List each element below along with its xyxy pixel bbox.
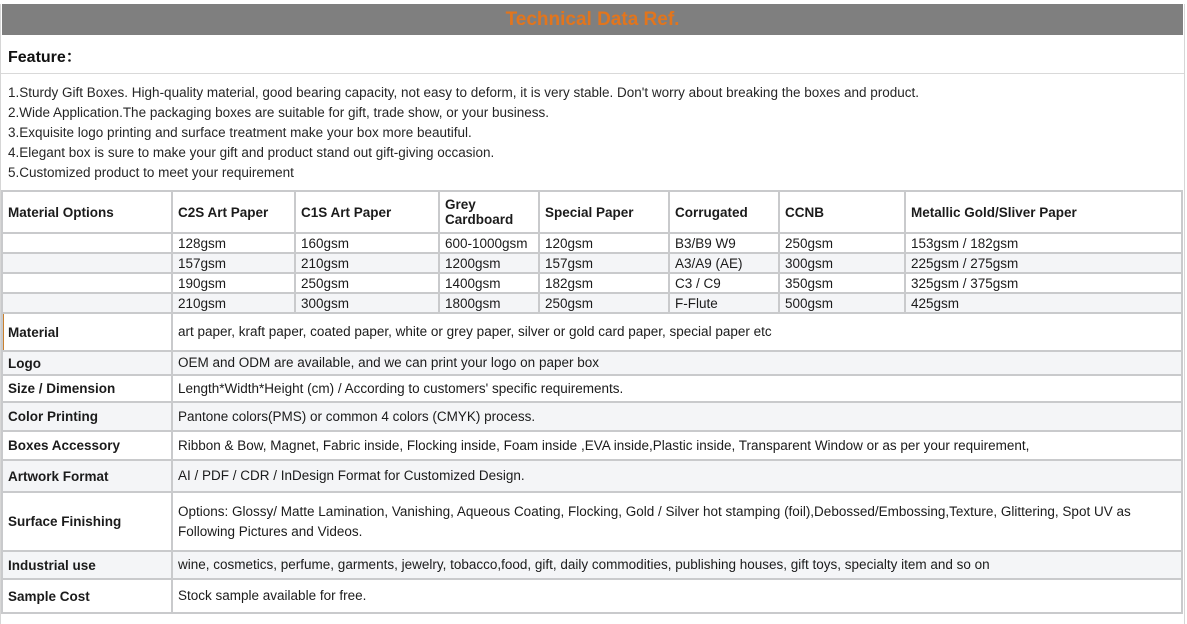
cell: 600-1000gsm — [439, 233, 539, 253]
col-header-ccnb: CCNB — [779, 191, 905, 233]
cell: 210gsm — [172, 293, 295, 313]
cell: 250gsm — [779, 233, 905, 253]
cell: 153gsm / 182gsm — [905, 233, 1182, 253]
row-value: wine, cosmetics, perfume, garments, jewelry, tobacco,food, gift, daily commodities, publishing houses, gift toys, specialty item and so on — [172, 551, 1182, 579]
cell: 128gsm — [172, 233, 295, 253]
row-value: art paper, kraft paper, coated paper, white or grey paper, silver or gold card paper, special paper etc — [172, 313, 1182, 351]
table-row-color-printing — [2, 402, 1182, 431]
title-bar — [2, 4, 1183, 35]
cell: 120gsm — [539, 233, 669, 253]
table-row-industrial-use — [2, 551, 1182, 579]
spec-table — [1, 190, 1183, 614]
cell: 225gsm / 275gsm — [905, 253, 1182, 273]
cell: 250gsm — [295, 273, 439, 293]
table-row-artwork-format — [2, 460, 1182, 492]
table-row-sample-cost — [2, 579, 1182, 613]
feature-item: 3.Exquisite logo printing and surface treatment make your box more beautiful. — [8, 125, 472, 140]
empty-cell — [2, 273, 172, 293]
table-row — [2, 253, 1182, 273]
cell: 425gsm — [905, 293, 1182, 313]
cell: 160gsm — [295, 233, 439, 253]
col-header-metallic: Metallic Gold/Sliver Paper — [905, 191, 1182, 233]
row-label: Material — [2, 313, 172, 351]
row-label: Surface Finishing — [2, 492, 172, 551]
row-value: AI / PDF / CDR / InDesign Format for Customized Design. — [172, 460, 1182, 492]
cell: C3 / C9 — [669, 273, 779, 293]
row-value: Options: Glossy/ Matte Lamination, Vanishing, Aqueous Coating, Flocking, Gold / Silver hot stamping (foil),Debossed/Embossing,Texture, Glittering, Spot UV as Following Pictures and Videos. — [172, 492, 1182, 551]
feature-item: 4.Elegant box is sure to make your gift and product stand out gift-giving occasion. — [8, 145, 495, 160]
row-value: Ribbon & Bow, Magnet, Fabric inside, Flocking inside, Foam inside ,EVA inside,Plastic inside, Transparent Window or as per your requirement, — [172, 431, 1182, 460]
feature-item: 2.Wide Application.The packaging boxes are suitable for gift, trade show, or your business. — [8, 105, 550, 120]
table-row — [2, 293, 1182, 313]
row-label: Artwork Format — [2, 460, 172, 492]
empty-cell — [2, 233, 172, 253]
cell: 1800gsm — [439, 293, 539, 313]
row-value: Length*Width*Height (cm) / According to customers' specific requirements. — [172, 375, 1182, 402]
row-value: OEM and ODM are available, and we can print your logo on paper box — [172, 351, 1182, 375]
row-value: Pantone colors(PMS) or common 4 colors (CMYK) process. — [172, 402, 1182, 431]
cell: A3/A9 (AE) — [669, 253, 779, 273]
table-row — [2, 273, 1182, 293]
row-label: Sample Cost — [2, 579, 172, 613]
row-value: Stock sample available for free. — [172, 579, 1182, 613]
cell: F-Flute — [669, 293, 779, 313]
empty-cell — [2, 293, 172, 313]
cell: 500gsm — [779, 293, 905, 313]
feature-item: 1.Sturdy Gift Boxes. High-quality material, good bearing capacity, not easy to deform, it is very stable. Don't worry about breaking the boxes and product. — [8, 85, 920, 100]
row-label: Color Printing — [2, 402, 172, 431]
col-header-c1s: C1S Art Paper — [295, 191, 439, 233]
table-row-material — [2, 313, 1182, 351]
cell: 210gsm — [295, 253, 439, 273]
table-header-row — [2, 191, 1182, 233]
row-label: Boxes Accessory — [2, 431, 172, 460]
feature-list — [1, 74, 1184, 183]
row-label: Logo — [2, 351, 172, 375]
col-header-grey-cardboard: Grey Cardboard — [439, 191, 539, 233]
cell: 1400gsm — [439, 273, 539, 293]
feature-heading: Feature： — [1, 35, 1184, 74]
cell: 157gsm — [172, 253, 295, 273]
col-header-special-paper: Special Paper — [539, 191, 669, 233]
col-header-material-options: Material Options — [2, 191, 172, 233]
col-header-c2s: C2S Art Paper — [172, 191, 295, 233]
cell: 300gsm — [295, 293, 439, 313]
table-row-boxes-accessory — [2, 431, 1182, 460]
table-row-size — [2, 375, 1182, 402]
table-row-logo — [2, 351, 1182, 375]
cell: 250gsm — [539, 293, 669, 313]
cell: 190gsm — [172, 273, 295, 293]
technical-data-sheet — [0, 4, 1185, 624]
cell: 325gsm / 375gsm — [905, 273, 1182, 293]
cell: 182gsm — [539, 273, 669, 293]
cell: 350gsm — [779, 273, 905, 293]
row-label: Size / Dimension — [2, 375, 172, 402]
page-title: Technical Data Ref. — [505, 9, 680, 30]
empty-cell — [2, 253, 172, 273]
table-row-surface-finishing — [2, 492, 1182, 551]
cell: 157gsm — [539, 253, 669, 273]
cell: 300gsm — [779, 253, 905, 273]
row-label: Industrial use — [2, 551, 172, 579]
feature-item: 5.Customized product to meet your requirement — [8, 165, 294, 180]
col-header-corrugated: Corrugated — [669, 191, 779, 233]
cell: 1200gsm — [439, 253, 539, 273]
orange-marker — [2, 313, 4, 351]
cell: B3/B9 W9 — [669, 233, 779, 253]
table-row — [2, 233, 1182, 253]
